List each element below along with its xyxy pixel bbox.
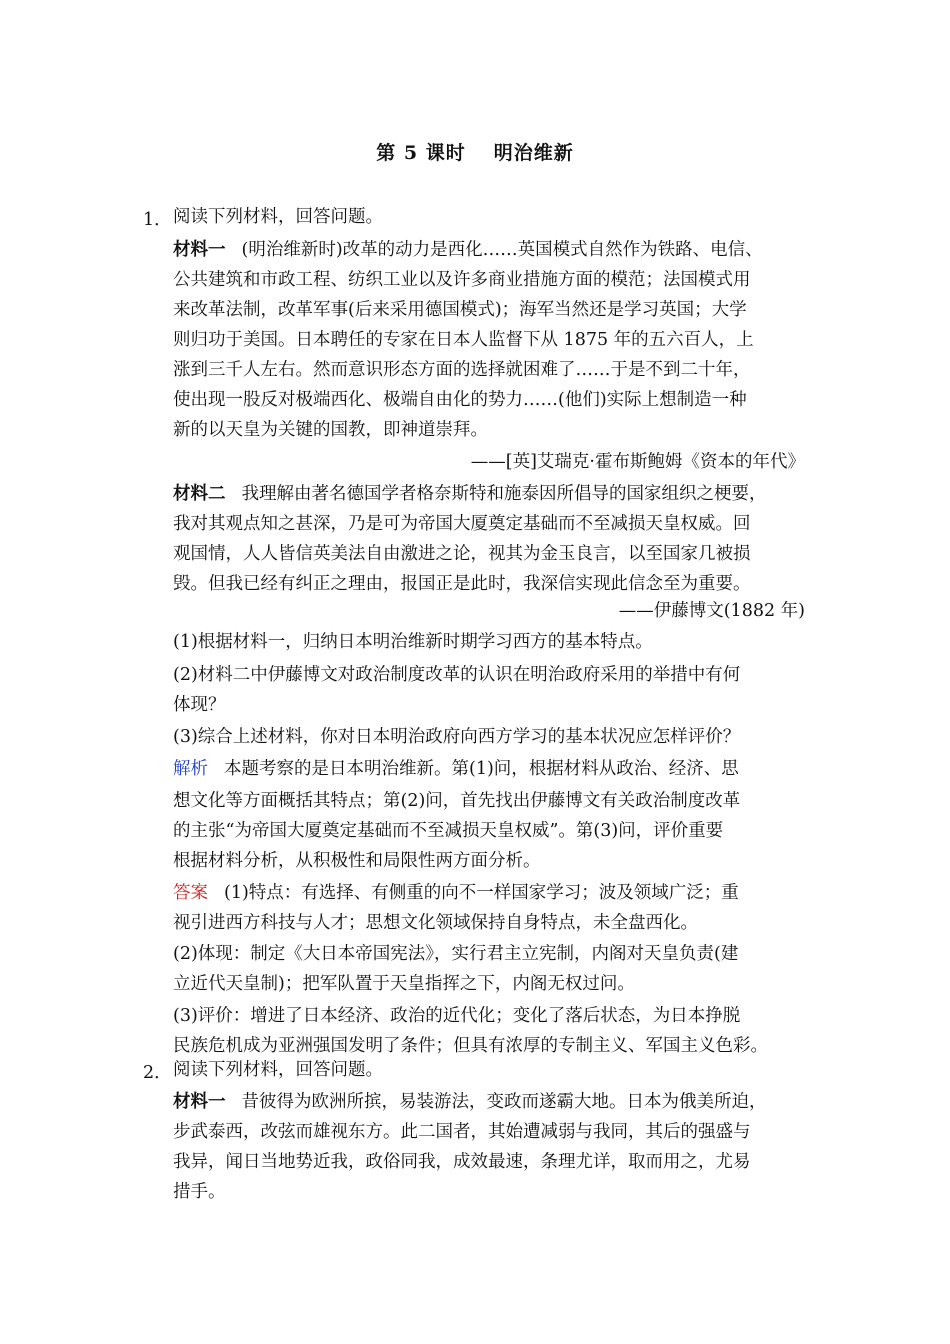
page-title xyxy=(0,138,950,165)
material-label: 材料二 xyxy=(173,484,226,504)
answer-label: 答案 xyxy=(173,883,208,903)
material-1-line: 则归功于美国。日本聘任的专家在日本人监督下从 1875 年的五六百人，上 xyxy=(173,330,754,350)
analysis-line: 想文化等方面概括其特点；第(2)问，首先找出伊藤博文有关政治制度改革 xyxy=(173,791,741,811)
material-1-line: 材料一 昔彼得为欧洲所摈，易装游法，变政而遂霸大地。日本为俄美所迫， xyxy=(173,1092,767,1112)
sub-question: (2)材料二中伊藤博文对政治制度改革的认识在明治政府采用的举措中有何 xyxy=(173,665,741,685)
material-1-line: 措手。 xyxy=(173,1182,226,1202)
question-prompt: 阅读下列材料，回答问题。 xyxy=(173,207,383,227)
analysis-line: 解析 本题考察的是日本明治维新。第(1)问，根据材料从政治、经济、思 xyxy=(173,759,739,779)
answer-line: 答案 (1)特点：有选择、有侧重的向不一样国家学习；波及领域广泛；重 xyxy=(173,883,739,903)
material-label: 材料一 xyxy=(173,1092,226,1112)
material-1-line: 使出现一股反对极端西化、极端自由化的势力……(他们)实际上想制造一种 xyxy=(173,390,747,410)
answer-line: (3)评价：增进了日本经济、政治的近代化；变化了落后状态，为日本挣脱 xyxy=(173,1006,741,1026)
material-1-line: 新的以天皇为关键的国教，即神道崇拜。 xyxy=(173,420,488,440)
material-2-line: 材料二 我理解由著名德国学者格奈斯特和施泰因所倡导的国家组织之梗要， xyxy=(173,484,767,504)
analysis-label: 解析 xyxy=(173,759,208,779)
question-number: 1． xyxy=(143,210,172,230)
material-label: 材料一 xyxy=(173,240,226,260)
material-1-line: 步武泰西，改弦而雄视东方。此二国者，其始遭减弱与我同，其后的强盛与 xyxy=(173,1122,751,1142)
material-2-line: 观国情，人人皆信英美法自由激进之论，视其为金玉良言，以至国家几被损 xyxy=(173,544,751,564)
question-number: 2． xyxy=(143,1063,172,1083)
answer-line: (2)体现：制定《大日本帝国宪法》，实行君主立宪制，内阁对天皇负责(建 xyxy=(173,944,739,964)
lesson-number: 第 5 课时 xyxy=(376,142,466,164)
material-1-source: ——[英]艾瑞克·霍布斯鲍姆《资本的年代》 xyxy=(470,452,805,472)
material-2-source: ——伊藤博文(1882 年) xyxy=(618,601,805,621)
material-1-line: 涨到三千人左右。然而意识形态方面的选择就困难了……于是不到二十年， xyxy=(173,360,751,380)
answer-line: 立近代天皇制)；把军队置于天皇指挥之下，内阁无权过问。 xyxy=(173,974,635,994)
answer-line: 民族危机成为亚洲强国发明了条件；但具有浓厚的专制主义、军国主义色彩。 xyxy=(173,1036,768,1056)
material-1-line: 公共建筑和市政工程、纺织工业以及许多商业措施方面的模范；法国模式用 xyxy=(173,270,751,290)
question-prompt: 阅读下列材料，回答问题。 xyxy=(173,1060,383,1080)
material-1-line: 来改革法制，改革军事(后来采用德国模式)；海军当然还是学习英国；大学 xyxy=(173,300,747,320)
sub-question: 体现？ xyxy=(173,695,226,715)
analysis-line: 根据材料分析，从积极性和局限性两方面分析。 xyxy=(173,851,541,871)
lesson-topic: 明治维新 xyxy=(493,142,574,164)
material-1-line: 我异，闻日当地势近我，政俗同我，成效最速，条理尤详，取而用之，尤易 xyxy=(173,1152,751,1172)
answer-line: 视引进西方科技与人才；思想文化领域保持自身特点，未全盘西化。 xyxy=(173,913,698,933)
material-2-line: 我对其观点知之甚深，乃是可为帝国大厦奠定基础而不至减损天皇权威。回 xyxy=(173,514,751,534)
sub-question: (1)根据材料一，归纳日本明治维新时期学习西方的基本特点。 xyxy=(173,632,653,652)
material-1-line: 材料一 (明治维新时)改革的动力是西化……英国模式自然作为铁路、电信、 xyxy=(173,240,763,260)
material-2-line: 毁。但我已经有纠正之理由，报国正是此时，我深信实现此信念至为重要。 xyxy=(173,574,751,594)
sub-question: (3)综合上述材料，你对日本明治政府向西方学习的基本状况应怎样评价？ xyxy=(173,727,741,747)
analysis-line: 的主张“为帝国大厦奠定基础而不至减损天皇权威”。第(3)问，评价重要 xyxy=(173,821,724,841)
